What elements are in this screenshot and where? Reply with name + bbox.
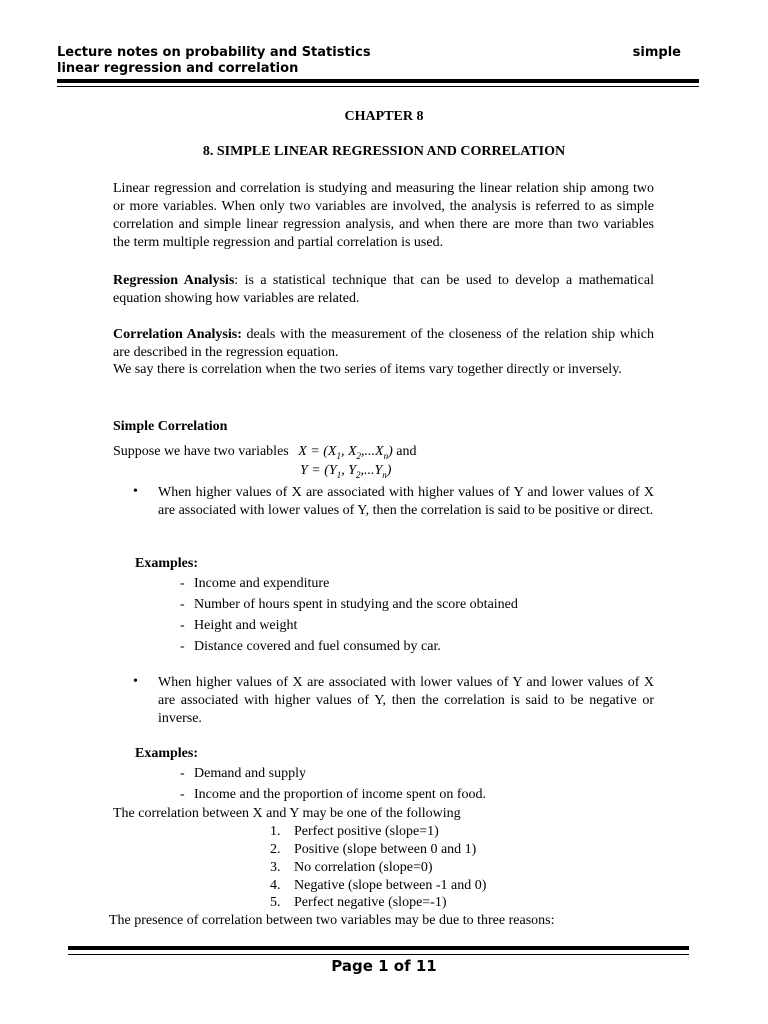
- regression-text: : is a statistical technique that can be used to develop a mathematical equation showing how variables are related.: [113, 273, 654, 306]
- page-number: Page 1 of 11: [331, 957, 437, 975]
- correlation-term: Correlation Analysis:: [113, 327, 242, 342]
- example-1-item: - Income and expenditure: [180, 576, 330, 591]
- correlation-text: deals with the measurement of the closeness of the relation ship which are described in the regression equation.: [113, 327, 654, 360]
- regression-paragraph: [113, 272, 654, 308]
- chapter-heading: CHAPTER 8: [344, 109, 424, 124]
- example-2-item: - Income and the proportion of income spent on food.: [180, 787, 486, 802]
- example-1-item: - Distance covered and fuel consumed by car.: [180, 639, 441, 654]
- correlation-paragraph: [113, 326, 654, 362]
- regression-term: Regression Analysis: [113, 273, 235, 288]
- footer-rule-thin: [68, 954, 689, 955]
- correlation-intro: The correlation between X and Y may be one of the following: [113, 806, 461, 821]
- example-1-item: - Number of hours spent in studying and the score obtained: [180, 597, 518, 612]
- x-equation: $X = (X_1$, $X_2,...X_n$): [298, 444, 393, 461]
- correlation-type-item: 1. Perfect positive (slope=1): [270, 824, 439, 839]
- chapter-title: 8. SIMPLE LINEAR REGRESSION AND CORRELATION: [202, 144, 566, 159]
- bullet-1-marker: •: [133, 484, 138, 499]
- and-text: and: [396, 444, 417, 459]
- header-rule-thick: [57, 79, 699, 83]
- correlation-text-2: We say there is correlation when the two series of items vary together directly or inversely.: [113, 362, 622, 377]
- header-line-2: linear regression and correlation: [57, 61, 299, 76]
- y-equation: $Y = (Y_1$, $Y_2,...Y_n$): [300, 463, 392, 480]
- bullet-2-text: When higher values of X are associated with lower values of Y and lower values of X are associated with higher values of Y, then the correlation is said to be negative or inverse.: [158, 675, 654, 726]
- example-2-item: - Demand and supply: [180, 766, 306, 781]
- simple-correlation-heading: Simple Correlation: [113, 419, 228, 434]
- correlation-type-item: 5. Perfect negative (slope=-1): [270, 895, 447, 910]
- footer-rule-thick: [68, 946, 689, 950]
- header-left: [57, 45, 371, 77]
- correlation-type-item: 3. No correlation (slope=0): [270, 860, 433, 875]
- suppose-text: Suppose we have two variables: [113, 444, 289, 459]
- correlation-type-item: 2. Positive (slope between 0 and 1): [270, 842, 477, 857]
- header-line-1: Lecture notes on probability and Statistics: [57, 45, 371, 60]
- header-rule-thin: [57, 86, 699, 87]
- examples-2-label: Examples:: [135, 746, 198, 761]
- bullet-2-marker: •: [133, 674, 138, 689]
- correlation-paragraph-2: [113, 361, 654, 379]
- reasons-line: The presence of correlation between two variables may be due to three reasons:: [109, 913, 555, 928]
- header-right: simple: [632, 45, 681, 60]
- example-1-item: - Height and weight: [180, 618, 298, 633]
- intro-paragraph: Linear regression and correlation is studying and measuring the linear relation ship among two or more variables. When only two variables are involved, the analysis is referred to as simple correlation and simple linear regression analysis, and when there are more than two variables the term multiple regression and partial correlation is used.: [113, 181, 654, 250]
- examples-1-label: Examples:: [135, 556, 198, 571]
- correlation-type-item: 4. Negative (slope between -1 and 0): [270, 878, 487, 893]
- bullet-1-text: When higher values of X are associated with higher values of Y and lower values of X are associated with lower values of Y, then the correlation is said to be positive or direct.: [158, 485, 654, 518]
